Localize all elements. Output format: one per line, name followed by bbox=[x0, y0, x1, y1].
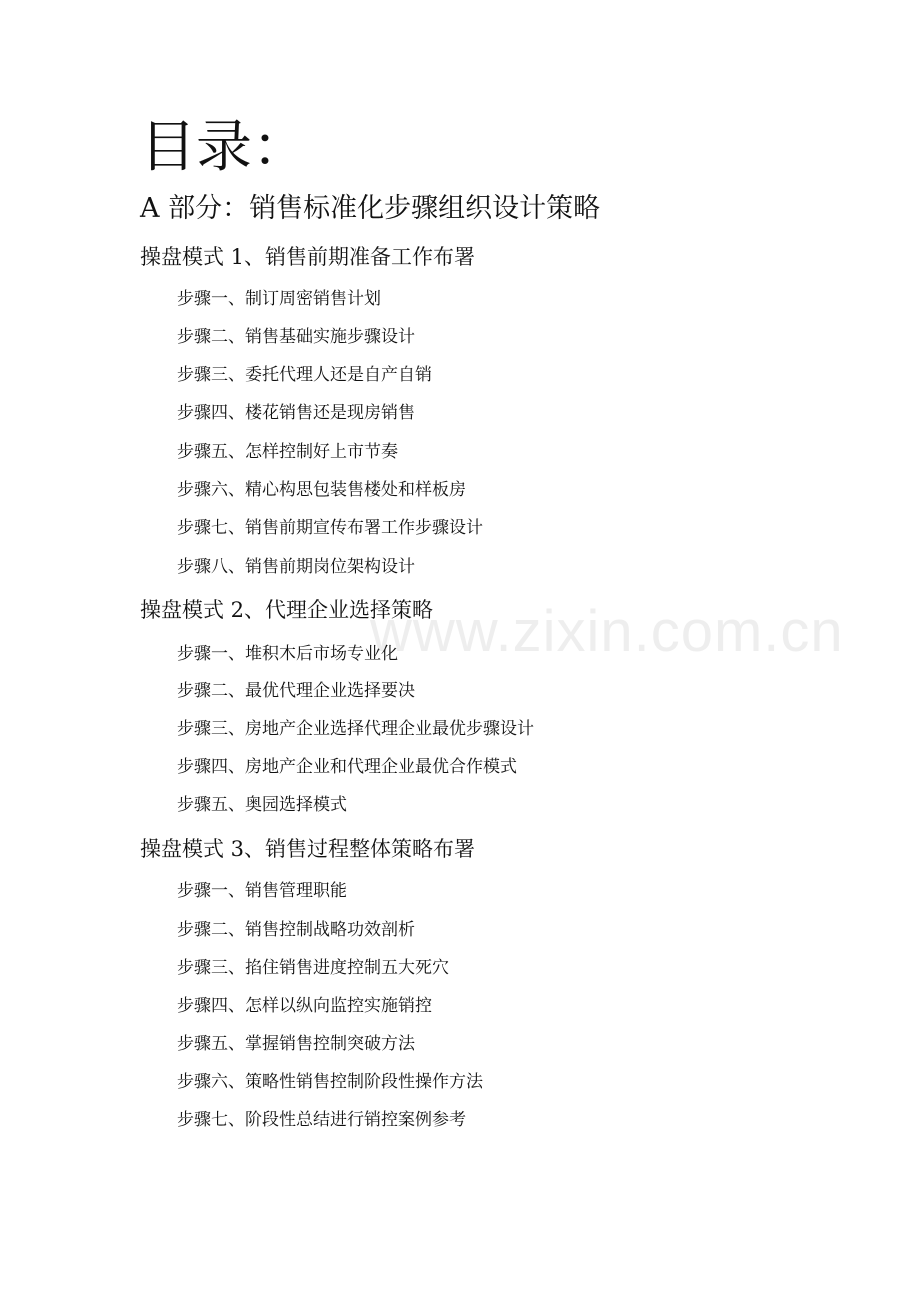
step-item: 步骤六、精心构思包装售楼处和样板房 bbox=[177, 480, 466, 500]
step-item: 步骤五、掌握销售控制突破方法 bbox=[177, 1034, 415, 1054]
step-item: 步骤三、房地产企业选择代理企业最优步骤设计 bbox=[177, 719, 534, 739]
step-item: 步骤二、最优代理企业选择要决 bbox=[177, 681, 415, 701]
step-item: 步骤二、销售基础实施步骤设计 bbox=[177, 327, 415, 347]
step-item: 步骤七、销售前期宣传布署工作步骤设计 bbox=[177, 518, 483, 538]
step-item: 步骤五、奥园选择模式 bbox=[177, 795, 347, 815]
step-item: 步骤八、销售前期岗位架构设计 bbox=[177, 557, 415, 577]
step-item: 步骤一、堆积木后市场专业化 bbox=[177, 644, 398, 664]
step-item: 步骤五、怎样控制好上市节奏 bbox=[177, 442, 398, 462]
step-item: 步骤四、楼花销售还是现房销售 bbox=[177, 403, 415, 423]
step-item: 步骤一、销售管理职能 bbox=[177, 881, 347, 901]
step-item: 步骤一、制订周密销售计划 bbox=[177, 289, 381, 309]
step-item: 步骤六、策略性销售控制阶段性操作方法 bbox=[177, 1072, 483, 1092]
watermark: www.zixin.com.cn bbox=[370, 599, 844, 664]
step-item: 步骤四、怎样以纵向监控实施销控 bbox=[177, 996, 432, 1016]
section-3-heading: 操盘模式 3、销售过程整体策略布署 bbox=[140, 837, 476, 861]
section-2-heading: 操盘模式 2、代理企业选择策略 bbox=[140, 598, 434, 622]
section-1-heading: 操盘模式 1、销售前期准备工作布署 bbox=[140, 245, 476, 269]
step-item: 步骤七、阶段性总结进行销控案例参考 bbox=[177, 1110, 466, 1130]
step-item: 步骤四、房地产企业和代理企业最优合作模式 bbox=[177, 757, 517, 777]
step-item: 步骤三、委托代理人还是自产自销 bbox=[177, 365, 432, 385]
step-item: 步骤二、销售控制战略功效剖析 bbox=[177, 920, 415, 940]
step-item: 步骤三、掐住销售进度控制五大死穴 bbox=[177, 958, 449, 978]
part-heading: A 部分：销售标准化步骤组织设计策略 bbox=[140, 193, 601, 224]
page-title: 目录： bbox=[140, 115, 308, 180]
